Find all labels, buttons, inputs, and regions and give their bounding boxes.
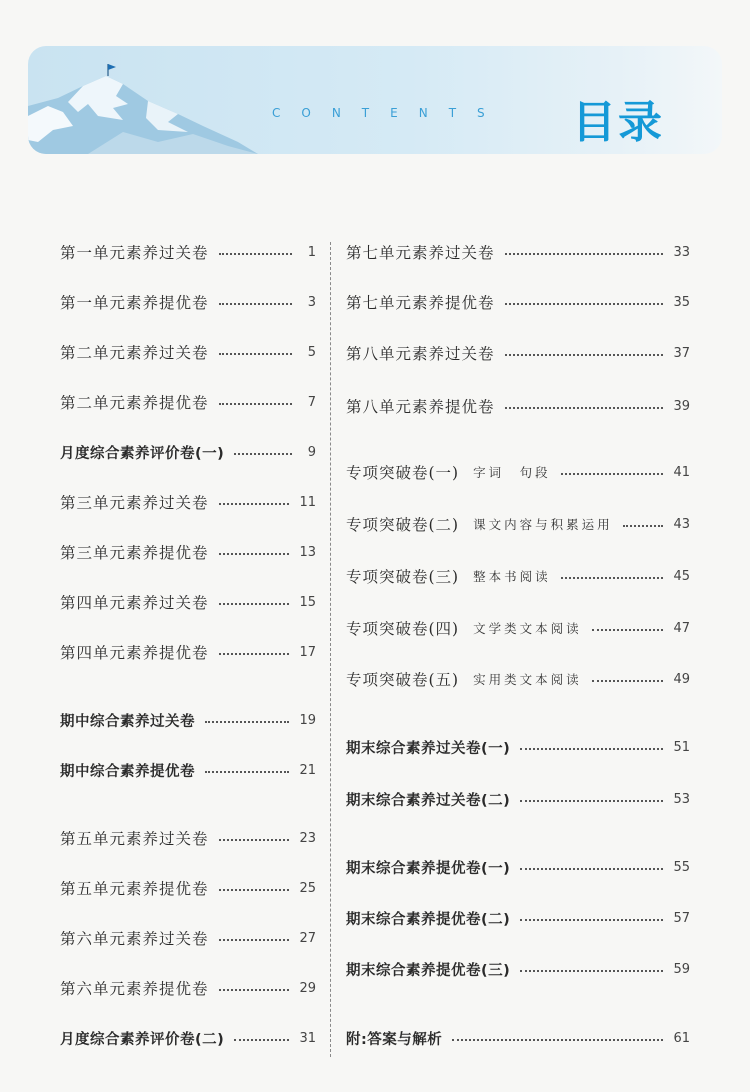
toc-page-number: 9 <box>307 444 316 460</box>
toc-page-number: 59 <box>673 961 690 977</box>
toc-entry-title: 第八单元素养提优卷 <box>346 398 495 416</box>
toc-entry[interactable] <box>346 290 690 314</box>
dot-leader <box>452 1039 663 1041</box>
toc-entry-title: 第三单元素养提优卷 <box>60 544 209 562</box>
toc-entry-title: 附:答案与解析 <box>346 1031 443 1048</box>
toc-entry[interactable] <box>346 787 690 811</box>
toc-entry[interactable] <box>346 394 690 418</box>
column-divider <box>330 242 331 1057</box>
toc-entry-title: 第一单元素养过关卷 <box>60 244 209 262</box>
toc-page-number: 29 <box>299 980 316 996</box>
toc-page-number: 1 <box>307 244 316 260</box>
toc-entry[interactable] <box>60 290 316 314</box>
toc-page-number: 31 <box>299 1030 316 1046</box>
toc-entry[interactable] <box>346 1026 690 1050</box>
toc-entry-subtitle: 文学类文本阅读 <box>473 621 582 636</box>
toc-page-number: 23 <box>299 830 316 846</box>
toc-entry[interactable] <box>346 240 690 264</box>
toc-entry[interactable] <box>60 926 316 950</box>
toc-entry-title: 第五单元素养提优卷 <box>60 880 209 898</box>
toc-entry[interactable] <box>60 440 316 464</box>
toc-entry-title: 第六单元素养过关卷 <box>60 930 209 948</box>
toc-entry[interactable] <box>60 1026 316 1050</box>
toc-page-number: 41 <box>673 464 690 480</box>
toc-entry-title: 期中综合素养过关卷 <box>60 713 195 730</box>
toc-page-number: 17 <box>299 644 316 660</box>
toc-entry[interactable] <box>60 540 316 564</box>
dot-leader <box>219 603 290 605</box>
toc-entry[interactable] <box>60 640 316 664</box>
toc-entry-title: 专项突破卷(五) <box>346 671 460 689</box>
dot-leader <box>592 680 664 682</box>
toc-entry[interactable] <box>60 976 316 1000</box>
page-title: 目录 <box>572 97 664 148</box>
dot-leader <box>219 403 292 405</box>
toc-page-number: 25 <box>299 880 316 896</box>
toc-page-number: 47 <box>673 620 690 636</box>
dot-leader <box>623 525 664 527</box>
toc-entry-subtitle: 字词 句段 <box>473 465 551 480</box>
toc-page-number: 53 <box>673 791 690 807</box>
toc-page-number: 27 <box>299 930 316 946</box>
dot-leader <box>219 839 290 841</box>
toc-entry-title: 期末综合素养提优卷(一) <box>346 860 511 877</box>
toc-page-number: 7 <box>307 394 316 410</box>
dot-leader <box>561 577 664 579</box>
dot-leader <box>520 970 663 972</box>
toc-entry[interactable] <box>346 512 690 536</box>
toc-entry-subtitle: 整本书阅读 <box>473 569 551 584</box>
toc-page-number: 45 <box>673 568 690 584</box>
dot-leader <box>505 407 664 409</box>
toc-entry[interactable] <box>60 590 316 614</box>
toc-entry[interactable] <box>346 564 690 588</box>
toc-page-number: 21 <box>299 762 316 778</box>
toc-entry[interactable] <box>346 957 690 981</box>
toc-page-number: 11 <box>299 494 316 510</box>
toc-entry-title: 期末综合素养过关卷(二) <box>346 792 511 809</box>
toc-entry-title: 第一单元素养提优卷 <box>60 294 209 312</box>
toc-entry[interactable] <box>346 855 690 879</box>
contents-label: CONTENTS <box>272 106 506 120</box>
dot-leader <box>520 800 663 802</box>
dot-leader <box>234 1039 289 1041</box>
toc-entry[interactable] <box>60 340 316 364</box>
toc-entry[interactable] <box>60 490 316 514</box>
toc-page-number: 33 <box>673 244 690 260</box>
toc-entry-title: 专项突破卷(一) <box>346 464 460 482</box>
toc-entry[interactable] <box>346 460 690 484</box>
dot-leader <box>219 253 292 255</box>
dot-leader <box>219 303 292 305</box>
dot-leader <box>234 453 292 455</box>
toc-entry-subtitle: 实用类文本阅读 <box>473 672 582 687</box>
toc-entry-title: 期末综合素养过关卷(一) <box>346 740 511 757</box>
toc-page-number: 15 <box>299 594 316 610</box>
toc-page-number: 35 <box>673 294 690 310</box>
toc-entry[interactable] <box>60 708 316 732</box>
toc-entry-title: 第四单元素养提优卷 <box>60 644 209 662</box>
dot-leader <box>592 629 664 631</box>
dot-leader <box>219 503 290 505</box>
toc-entry[interactable] <box>60 758 316 782</box>
toc-entry-title: 期末综合素养提优卷(三) <box>346 962 511 979</box>
dot-leader <box>505 253 664 255</box>
dot-leader <box>219 939 290 941</box>
toc-entry[interactable] <box>346 667 690 691</box>
dot-leader <box>219 653 290 655</box>
toc-entry[interactable] <box>346 616 690 640</box>
toc-entry-title: 第七单元素养过关卷 <box>346 244 495 262</box>
toc-entry[interactable] <box>60 826 316 850</box>
dot-leader <box>520 919 663 921</box>
toc-page-number: 55 <box>673 859 690 875</box>
toc-entry-title: 第七单元素养提优卷 <box>346 294 495 312</box>
toc-entry-title: 月度综合素养评价卷(一) <box>60 445 225 462</box>
toc-entry-title: 第五单元素养过关卷 <box>60 830 209 848</box>
toc-entry[interactable] <box>60 240 316 264</box>
toc-entry-title: 第六单元素养提优卷 <box>60 980 209 998</box>
dot-leader <box>219 889 290 891</box>
dot-leader <box>561 473 664 475</box>
toc-page-number: 57 <box>673 910 690 926</box>
toc-page-number: 13 <box>299 544 316 560</box>
toc-entry-title: 第三单元素养过关卷 <box>60 494 209 512</box>
toc-entry[interactable] <box>346 906 690 930</box>
dot-leader <box>219 989 290 991</box>
toc-entry[interactable] <box>60 390 316 414</box>
toc-page-number: 19 <box>299 712 316 728</box>
toc-entry-title: 专项突破卷(三) <box>346 568 460 586</box>
toc-entry-title: 第二单元素养提优卷 <box>60 394 209 412</box>
toc-page-number: 49 <box>673 671 690 687</box>
dot-leader <box>219 553 290 555</box>
toc-page-number: 61 <box>673 1030 690 1046</box>
toc-entry-title: 期中综合素养提优卷 <box>60 763 195 780</box>
dot-leader <box>205 771 289 773</box>
dot-leader <box>520 868 663 870</box>
toc-page-number: 3 <box>307 294 316 310</box>
dot-leader <box>505 303 664 305</box>
toc-page-number: 39 <box>673 398 690 414</box>
toc-entry[interactable] <box>346 341 690 365</box>
toc-entry-title: 期末综合素养提优卷(二) <box>346 911 511 928</box>
dot-leader <box>219 353 292 355</box>
toc-entry[interactable] <box>346 735 690 759</box>
dot-leader <box>205 721 289 723</box>
toc-page-number: 51 <box>673 739 690 755</box>
dot-leader <box>520 748 663 750</box>
toc-page-number: 5 <box>307 344 316 360</box>
dot-leader <box>505 354 664 356</box>
toc-entry-title: 专项突破卷(二) <box>346 516 460 534</box>
toc-entry-title: 月度综合素养评价卷(二) <box>60 1031 225 1048</box>
mountain-illustration-icon <box>28 46 268 154</box>
toc-entry-subtitle: 课文内容与积累运用 <box>473 517 613 532</box>
toc-page-number: 43 <box>673 516 690 532</box>
toc-page-number: 37 <box>673 345 690 361</box>
toc-entry-title: 专项突破卷(四) <box>346 620 460 638</box>
toc-entry-title: 第八单元素养过关卷 <box>346 345 495 363</box>
toc-entry-title: 第四单元素养过关卷 <box>60 594 209 612</box>
toc-entry[interactable] <box>60 876 316 900</box>
toc-entry-title: 第二单元素养过关卷 <box>60 344 209 362</box>
